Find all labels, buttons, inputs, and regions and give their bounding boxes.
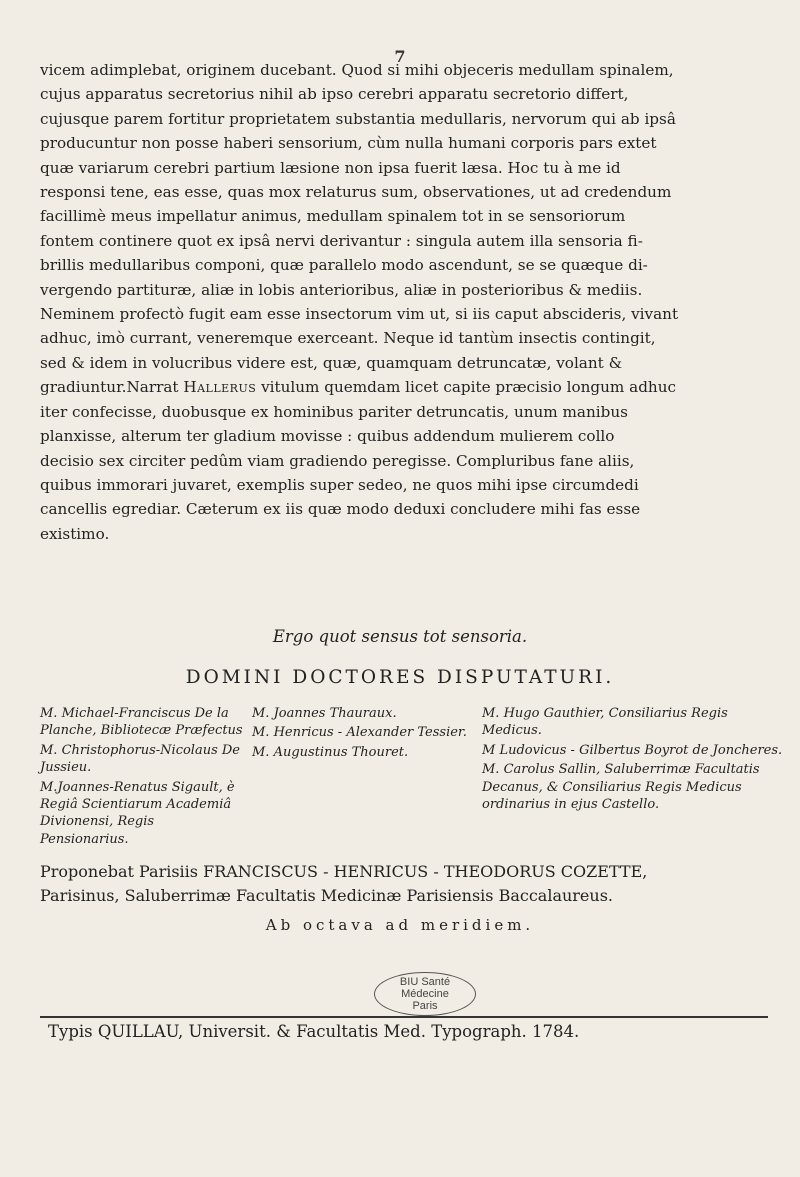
- doctor-entry: M. Hugo Gauthier, Consiliarius Regis Medicus.: [482, 706, 728, 739]
- body-line: cujusque parem fortitur proprietatem substantia medullaris, nervorum qui ab ipsâ: [40, 109, 676, 128]
- library-stamp: [374, 972, 476, 1016]
- body-line: iter confecisse, duobusque ex hominibus pariter detruncatis, unum manibus: [40, 402, 628, 421]
- time-line: Ab octava ad meridiem.: [265, 916, 535, 934]
- doctor-entry: M. Henricus - Alexander Tessier.: [252, 725, 467, 741]
- body-line: Neminem profectò fugit eam esse insectorum vim ut, si iis caput abscideris, vivant: [40, 305, 679, 324]
- divider-rule: [40, 1016, 768, 1018]
- body-text: [40, 58, 785, 546]
- stamp-line: BIU Santé: [399, 976, 451, 988]
- doctors-column-2: [252, 705, 472, 763]
- body-line: producuntur non posse haberi sensorium, cùm nulla humani corporis pars extet: [40, 134, 657, 153]
- page-number: 7: [394, 47, 406, 66]
- body-line: cancellis egrediar. Cæterum ex iis quæ modo deduxi concludere mihi fas esse: [40, 500, 641, 519]
- body-line: responsi tene, eas esse, quas mox relaturus sum, observationes, ut ad credendum: [40, 183, 672, 202]
- body-line: vicem adimplebat, originem ducebant. Quod si mihi objeceris medullam spinalem,: [40, 61, 674, 79]
- doctors-column-1: [40, 705, 245, 850]
- doctores-heading: DOMINI DOCTORES DISPUTATURI.: [185, 667, 615, 688]
- doctor-entry: M. Augustinus Thouret.: [252, 744, 409, 760]
- body-line: vergendo partituræ, aliæ in lobis anterioribus, aliæ in posterioribus & mediis.: [40, 280, 643, 299]
- body-line: sed & idem in volucribus videre est, quæ, quamquam detruncatæ, volant &: [40, 353, 623, 372]
- author-name: Hallerus: [183, 378, 257, 397]
- proponebat-line: Proponebat Parisiis FRANCISCUS - HENRICUS - THEODORUS COZETTE,: [40, 862, 648, 881]
- body-line: quibus immorari juvaret, exemplis super sedeo, ne quos mihi ipse circumdedi: [40, 475, 639, 494]
- imprint: Typis QUILLAU, Universit. & Facultatis Med. Typograph. 1784.: [48, 1022, 580, 1041]
- body-line: adhuc, imò currant, veneremque exerceant. Neque id tantùm insectis contingit,: [40, 329, 656, 348]
- doctor-entry: M.Joannes-Renatus Sigault, è Regiâ Scientiarum Academiâ Divionensi, Regis Pensionarius.: [40, 779, 235, 847]
- body-line: planxisse, alterum ter gladium movisse : quibus addendum mulierem collo: [40, 427, 615, 446]
- doctors-column-3: [482, 705, 785, 815]
- body-line: quæ variarum cerebri partium læsione non ipsa fuerit læsa. Hoc tu à me id: [40, 158, 621, 177]
- stamp-line: Médecine: [401, 988, 449, 1000]
- body-line: facillimè meus impellatur animus, medullam spinalem tot in se sensoriorum: [40, 207, 626, 226]
- doctor-entry: M. Michael-Franciscus De la Planche, Bibliotecæ Præfectus: [40, 706, 243, 739]
- body-line: decisio sex circiter pedûm viam gradiendo peregisse. Compluribus fane aliis,: [40, 451, 635, 470]
- proponebat: [40, 860, 785, 908]
- doctor-entry: M. Christophorus-Nicolaus De Jussieu.: [40, 742, 241, 776]
- body-line-hallerus: gradiuntur.Narrat Hallerus vitulum quemdam licet capite præcisio longum adhuc: [40, 378, 676, 397]
- body-line: fontem continere quot ex ipsâ nervi derivantur : singula autem illa sensoria fi-: [40, 231, 643, 250]
- doctor-entry: M Ludovicus - Gilbertus Boyrot de Joncheres.: [482, 742, 783, 758]
- conclusion: Ergo quot sensus tot sensoria.: [272, 627, 528, 646]
- doctor-entry: M. Carolus Sallin, Saluberrimæ Facultatis Decanus, & Consiliarius Regis Medicus ordinarius in ejus Castello.: [482, 762, 760, 813]
- stamp-line: Paris: [412, 1000, 438, 1012]
- doctor-entry: M. Joannes Thauraux.: [252, 706, 397, 721]
- proponebat-line: Parisinus, Saluberrimæ Facultatis Medicinæ Parisiensis Baccalaureus.: [40, 886, 613, 905]
- body-line: existimo.: [40, 524, 110, 543]
- body-line: cujus apparatus secretorius nihil ab ipso cerebri apparatu secretorio differt,: [40, 85, 629, 104]
- body-line: brillis medullaribus componi, quæ parallelo modo ascendunt, se se quæque di-: [40, 256, 648, 275]
